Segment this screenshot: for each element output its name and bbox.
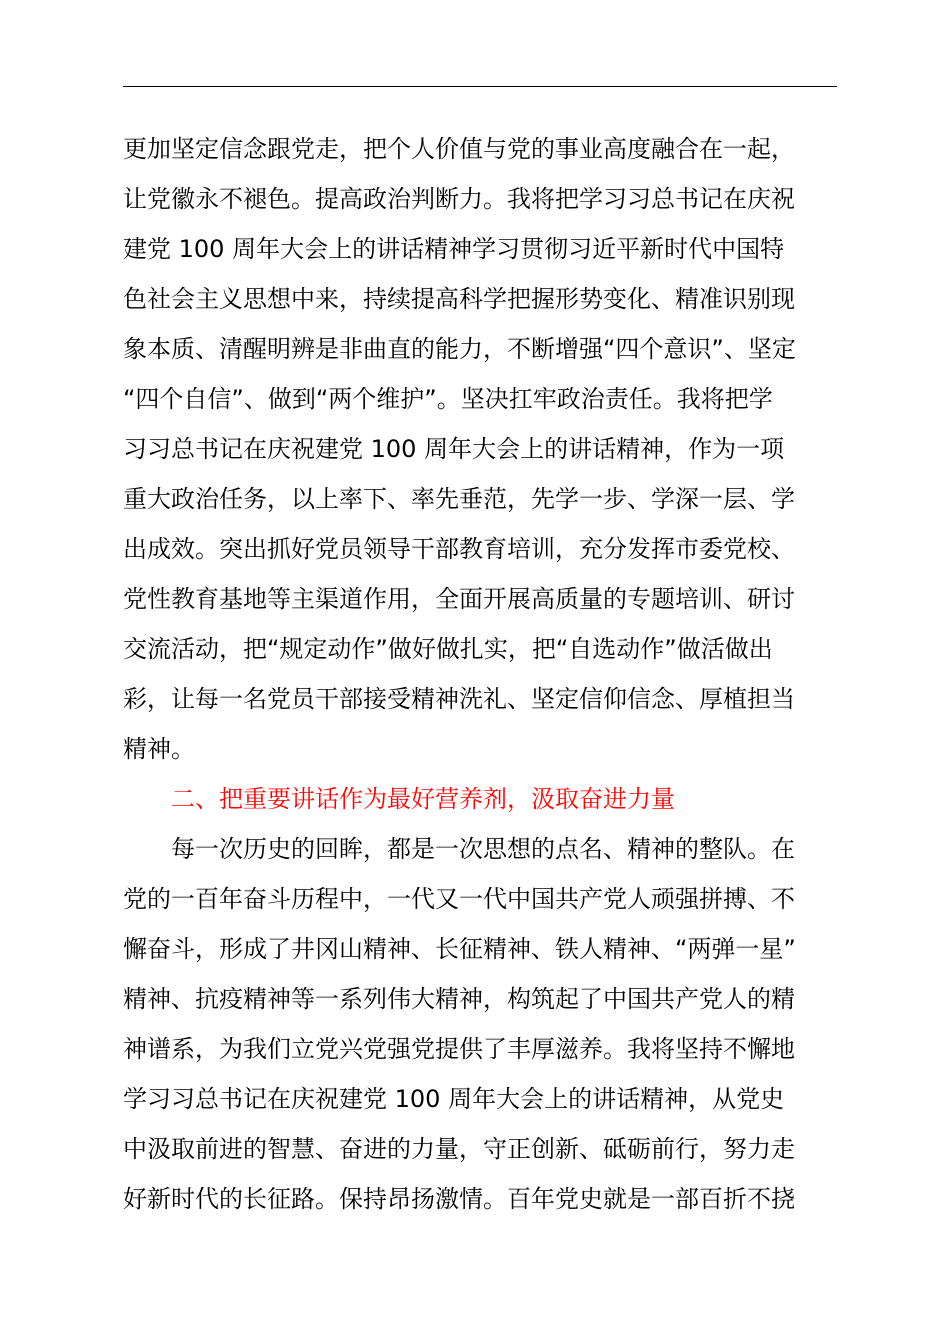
text-line: 精神。 [123, 735, 195, 763]
section-heading: 二、把重要讲话作为最好营养剂，汲取奋进力量 [171, 785, 675, 813]
text-line: 神谱系，为我们立党兴党强党提供了丰厚滋养。我将坚持不懈地 [123, 1035, 795, 1063]
text-line: 交流活动，把“规定动作”做好做扎实，把“自选动作”做活做出 [123, 635, 773, 663]
text-line: 让党徽永不褪色。提高政治判断力。我将把学习习总书记在庆祝 [123, 185, 795, 213]
text-line: 彩，让每一名党员干部接受精神洗礼、坚定信仰信念、厚植担当 [123, 685, 795, 713]
text-line: 好新时代的长征路。保持昂扬激情。百年党史就是一部百折不挠 [123, 1185, 795, 1213]
text-line: 懈奋斗，形成了井冈山精神、长征精神、铁人精神、“两弹一星” [123, 935, 796, 963]
text-line: 学习习总书记在庆祝建党 100 周年大会上的讲话精神，从党史 [123, 1085, 785, 1113]
text-line: “四个自信”、做到“两个维护”。坚决扛牢政治责任。我将把学 [123, 385, 773, 413]
text-line: 色社会主义思想中来，持续提高科学把握形势变化、精准识别现 [123, 285, 795, 313]
header-rule [123, 86, 837, 87]
text-line: 重大政治任务，以上率下、率先垂范，先学一步、学深一层、学 [123, 485, 795, 513]
text-line: 每一次历史的回眸，都是一次思想的点名、精神的整队。在 [171, 835, 795, 863]
text-line: 建党 100 周年大会上的讲话精神学习贯彻习近平新时代中国特 [123, 235, 785, 263]
text-line: 出成效。突出抓好党员领导干部教育培训，充分发挥市委党校、 [123, 535, 795, 563]
text-line: 象本质、清醒明辨是非曲直的能力，不断增强“四个意识”、坚定 [123, 335, 796, 363]
text-line: 党的一百年奋斗历程中，一代又一代中国共产党人顽强拼搏、不 [123, 885, 795, 913]
body-text [123, 124, 837, 1224]
text-line: 中汲取前进的智慧、奋进的力量，守正创新、砥砺前行，努力走 [123, 1135, 795, 1163]
text-line: 习习总书记在庆祝建党 100 周年大会上的讲话精神，作为一项 [123, 435, 785, 463]
text-line: 党性教育基地等主渠道作用，全面开展高质量的专题培训、研讨 [123, 585, 795, 613]
text-line: 更加坚定信念跟党走，把个人价值与党的事业高度融合在一起， [123, 135, 795, 163]
text-line: 精神、抗疫精神等一系列伟大精神，构筑起了中国共产党人的精 [123, 985, 795, 1013]
